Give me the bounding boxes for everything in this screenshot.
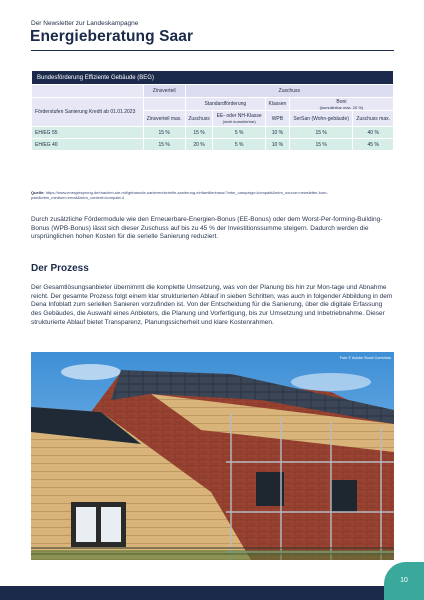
table-corner [32, 85, 144, 98]
table-cell: 15 % [143, 139, 185, 151]
photo-illustration [31, 352, 394, 560]
col-header-label: EE- oder NH-Klasse [216, 113, 262, 119]
boni-sublabel: (kumulierbar max. 20 %) [319, 104, 364, 110]
klassen-header: Klassen [265, 98, 289, 111]
col-header: Zinsverteil max. [143, 111, 185, 127]
source-link[interactable]: https://www.energiesprong.de/machen-sie-mit/gebaeude-sanieren/serielle-sanierung-einfamilienhaus/?mtm_campaign=kompakt&mtm_source=newsletter-kom-pakt&mtm_medium=email&mtm_content=kompakt-4 [31, 190, 328, 201]
table-cell: 15 % [289, 127, 353, 139]
table-row [32, 139, 394, 151]
col-header: SerSan (Wohn-gebäude) [289, 111, 353, 127]
table-cell: 10 % [265, 127, 289, 139]
boni-header [289, 98, 393, 111]
table-row [32, 127, 394, 139]
col-header [213, 111, 266, 127]
col-header-sub: (nicht kumulierbar) [222, 119, 256, 124]
source-note [31, 190, 394, 200]
table-cell: 20 % [185, 139, 213, 151]
source-label: Quelle: [31, 190, 45, 195]
newsletter-pretitle: Der Newsletter zur Landeskampagne [31, 20, 139, 27]
table-cell: 5 % [213, 139, 266, 151]
row-label: EH/EG 55 [32, 127, 144, 139]
col-header: Zuschuss max. [353, 111, 394, 127]
col-header: Zuschuss [185, 111, 213, 127]
page-title: Energieberatung Saar [30, 28, 194, 45]
row-label: EH/EG 40 [32, 139, 144, 151]
footer-bar [0, 586, 424, 600]
boni-label: Boni [336, 98, 347, 105]
section-heading: Der Prozess [31, 263, 89, 274]
page-number: 10 [384, 562, 424, 600]
table-cell: 5 % [213, 127, 266, 139]
body-paragraph: Durch zusätzliche Fördermodule wie den Erneuerbare-Energien-Bonus (EE-Bonus) oder dem Worst-Per-forming-Building-Bonus (WPB-Bonus) lässt sich dieser Zuschuss auf bis zu 45 % der Investitionssumme steigern. Dadurch werden die ursprünglichen hohen Kosten für die serielle Sanierung reduziert. [31, 216, 383, 241]
table-cell: 40 % [353, 127, 394, 139]
empty-cell [143, 98, 185, 111]
table-title: Bundesförderung Effiziente Gebäude (BEG) [32, 71, 394, 85]
standardfoerderung-header: Standardförderung [185, 98, 265, 111]
table-cell: 15 % [143, 127, 185, 139]
table-cell: 15 % [289, 139, 353, 151]
zuschuss-header: Zuschuss [185, 85, 393, 98]
beg-table [31, 70, 394, 151]
title-divider [31, 50, 394, 51]
zinsverbilligung-header: Zinsverteil [143, 85, 185, 98]
photo-credit: Foto © Adobe Stock Comofoto [339, 356, 391, 360]
table-cell: 45 % [353, 139, 394, 151]
col-header: WPB [265, 111, 289, 127]
row-label-header: Förderstufen Sanierung Kredit ab 01.01.2023 [32, 98, 144, 127]
body-paragraph: Der Gesamtlösungsanbieter übernimmt die komplette Umsetzung, was von der Planung bis hin zur Mon-tage und Abnahme reicht. Der gesamte Prozess folgt einem klar strukturierten Ablauf in sieben Schritten, was auch in folgender Abbildung in dem Dena Infoblatt zum seriellen Sanieren vorzufinden ist. Von der Entscheidung für die Sanierung, über die digitale Erfassung des Gebäudes, die Auswahl eines Anbieters, die Planung und Vorfertigung, bis zur Umsetzung und Inbetriebnahme. Dieser strukturierte Ablauf bietet Transparenz, Planungssicherheit und klare Kostenrahmen. [31, 284, 393, 326]
renovation-photo [31, 352, 394, 560]
table-cell: 15 % [185, 127, 213, 139]
table-cell: 10 % [265, 139, 289, 151]
